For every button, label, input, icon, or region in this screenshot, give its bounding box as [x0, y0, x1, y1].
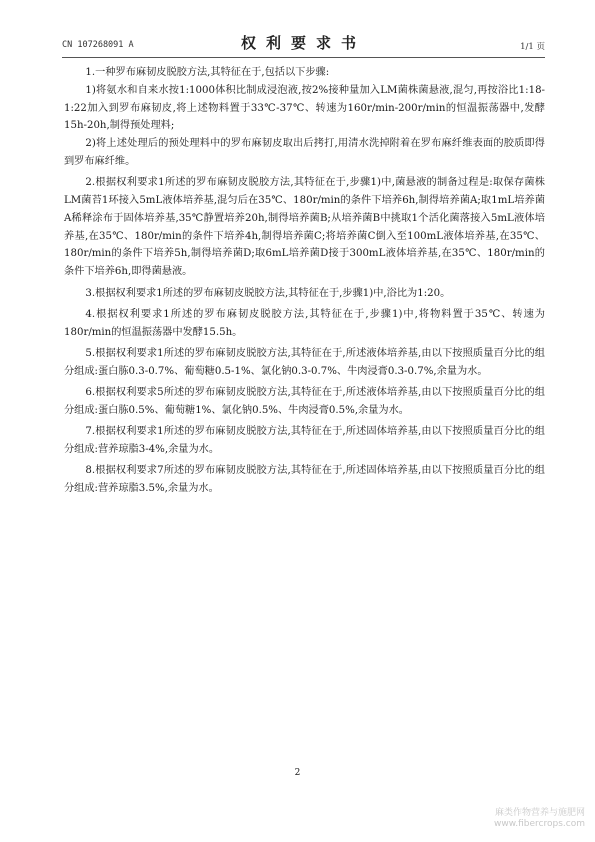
page-count: 1/1 页	[520, 42, 545, 52]
header-divider	[62, 57, 545, 58]
claim-6: 6.根据权利要求5所述的罗布麻韧皮脱胶方法,其特征在于,所述液体培养基,由以下按照质量百分比的组分组成:蛋白胨0.5%、葡萄糖1%、氯化钠0.5%、牛肉浸膏0.5%,余量为水。	[64, 387, 545, 416]
claim-8: 8.根据权利要求7所述的罗布麻韧皮脱胶方法,其特征在于,所述固体培养基,由以下按照质量百分比的组分组成:营养琼脂3.5%,余量为水。	[64, 465, 545, 495]
watermark	[494, 808, 585, 830]
claims-body	[64, 64, 545, 498]
claim-3: 3.根据权利要求1所述的罗布麻韧皮脱胶方法,其特征在于,步骤1)中,浴比为1:20。	[85, 287, 451, 299]
claim-4: 4.根据权利要求1所述的罗布麻韧皮脱胶方法,其特征在于,步骤1)中,将物料置于35℃、转速为180r/min的恒温振荡器中发酵15.5h。	[64, 308, 545, 338]
claim-2: 2.根据权利要求1所述的罗布麻韧皮脱胶方法,其特征在于,步骤1)中,菌悬液的制备过程是:取保存菌株LM菌苔1环接入5mL液体培养基,混匀后在35℃、180r/min的条件下培养6h,制得培养菌A;取1mL培养菌A稀释涂布于固体培养基,35℃静置培养20h,制得培养菌B;从培养菌B中挑取1个活化菌落接入5mL液体培养基,在35℃、180r/min的条件下培养4h,制得培养菌C;将培养菌C倒入至100mL液体培养基,在35℃、180r/min的条件下培养5h,制得培养菌D;取6mL培养菌D接于300mL液体培养基,在35℃、180r/min的条件下培养6h,即得菌悬液。	[64, 177, 545, 278]
claim-7: 7.根据权利要求1所述的罗布麻韧皮脱胶方法,其特征在于,所述固体培养基,由以下按照质量百分比的组分组成:营养琼脂3-4%,余量为水。	[64, 426, 545, 455]
claim-1-step-2: 2)将上述处理后的预处理料中的罗布麻韧皮取出后拷打,用清水洗掉附着在罗布麻纤维表面的胶质即得到罗布麻纤维。	[64, 138, 545, 167]
claim-1-step-1: 1)将氨水和自来水按1:1000体积比制成浸泡液,按2%接种量加入LM菌株菌悬液,混匀,再按浴比1:18-1:22加入到罗布麻韧皮,将上述物料置于33℃-37℃、转速为160r/min-200r/min的恒温振荡器中,发酵15h-20h,制得预处理料;	[64, 84, 545, 132]
page-number: 2	[294, 768, 301, 778]
page-header	[62, 32, 545, 54]
watermark-site-name: 麻类作物营养与施肥网	[494, 808, 585, 818]
document-title: 权利要求书	[240, 34, 366, 52]
claim-1-title: 1.一种罗布麻韧皮脱胶方法,其特征在于,包括以下步骤:	[85, 67, 330, 78]
watermark-url: www.fibercrops.com	[494, 819, 585, 829]
publication-number: CN 107268091 A	[62, 40, 134, 50]
claim-5: 5.根据权利要求1所述的罗布麻韧皮脱胶方法,其特征在于,所述液体培养基,由以下按照质量百分比的组分组成:蛋白胨0.3-0.7%、葡萄糖0.5-1%、氯化钠0.3-0.7%、牛肉浸膏0.3-0.7%,余量为水。	[64, 347, 545, 377]
